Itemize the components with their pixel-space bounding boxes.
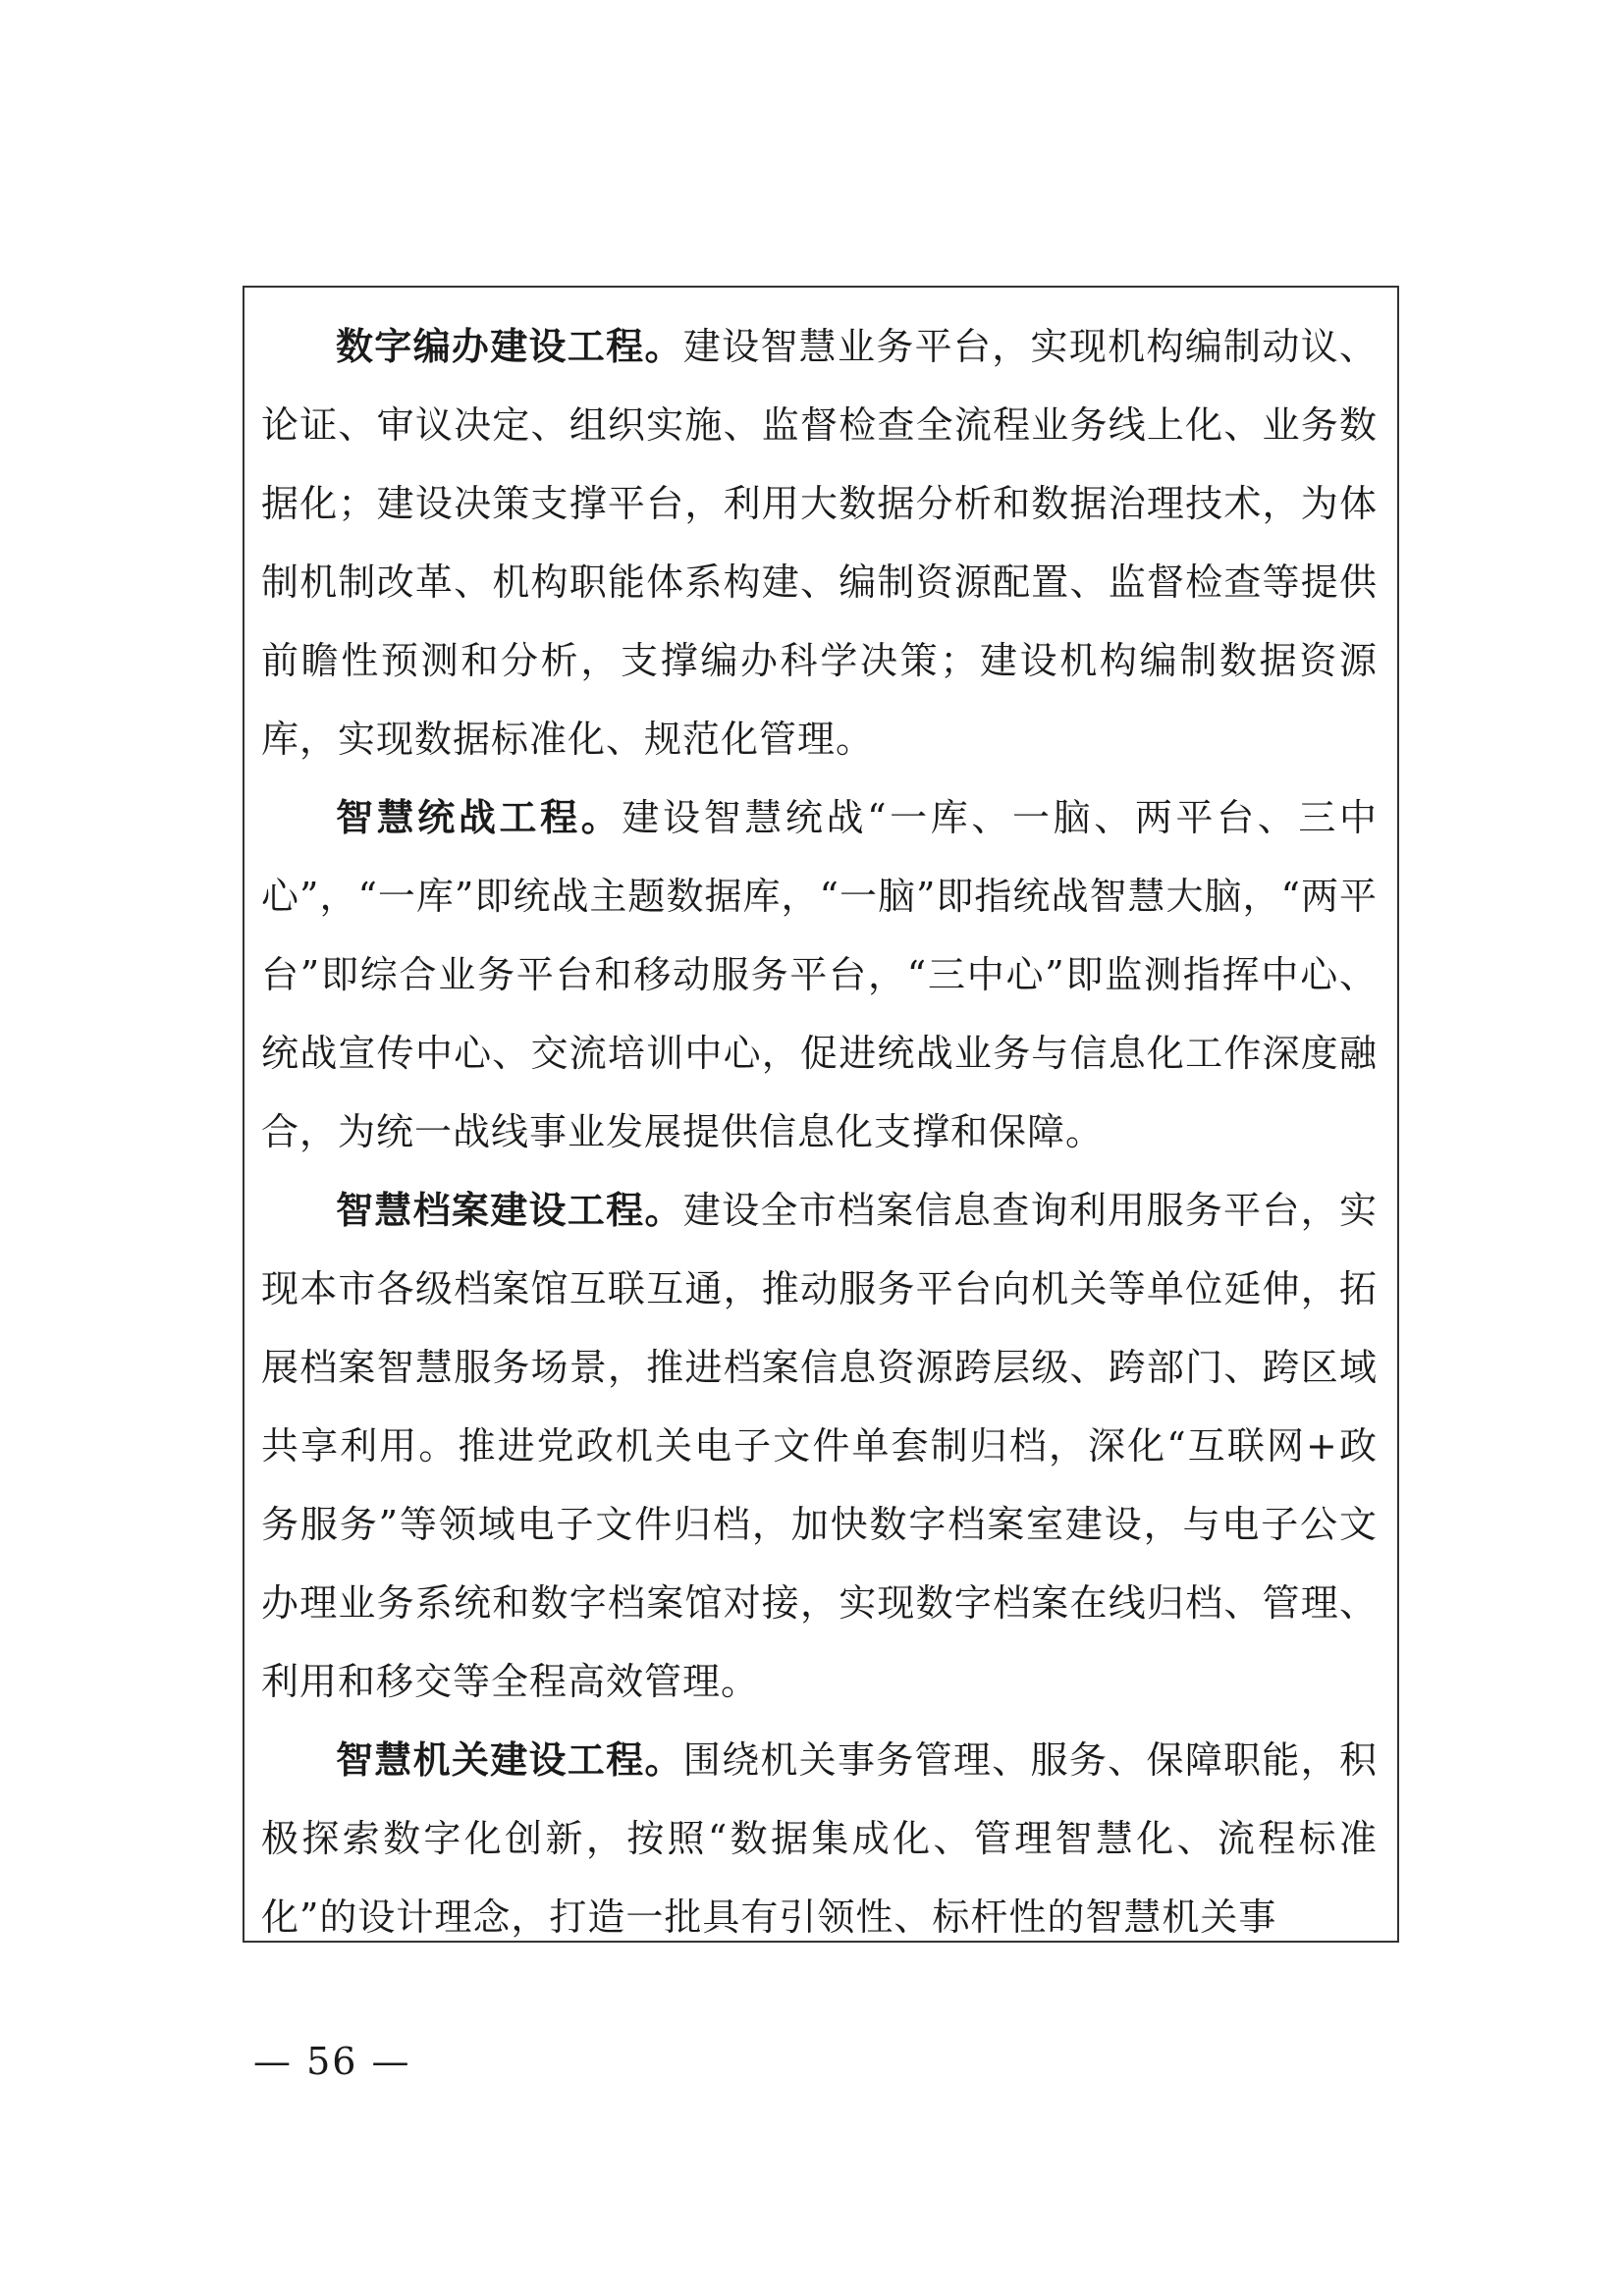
section-title: 数字编办建设工程。 [336,325,683,368]
section-body: 建设智慧统战“一库、一脑、两平台、三中心”，“一库”即统战主题数据库，“一脑”即指统战智慧大脑，“两平台”即综合业务平台和移动服务平台，“三中心”即监测指挥中心、统战宣传中心、交流培训中心，促进统战业务与信息化工作深度融合，为统一战线事业发展提供信息化支撑和保障。 [261,796,1378,1153]
section-body: 建设智慧业务平台，实现机构编制动议、论证、审议决定、组织实施、监督检查全流程业务线上化、业务数据化；建设决策支撑平台，利用大数据分析和数据治理技术，为体制机制改革、机构职能体系构建、编制资源配置、监督检查等提供前瞻性预测和分析，支撑编办科学决策；建设机构编制数据资源库，实现数据标准化、规范化管理。 [261,325,1378,761]
section-title: 智慧机关建设工程。 [336,1738,683,1782]
content-box [243,286,1399,1943]
section-body: 围绕机关事务管理、服务、保障职能，积极探索数字化创新，按照“数据集成化、管理智慧化、流程标准化”的设计理念，打造一批具有引领性、标杆性的智慧机关事 [261,1738,1378,1939]
section-smart-united-front [261,778,1378,1171]
page-number: — 56 — [253,2040,411,2083]
section-body: 建设全市档案信息查询利用服务平台，实现本市各级档案馆互联互通，推动服务平台向机关等单位延伸，拓展档案智慧服务场景，推进档案信息资源跨层级、跨部门、跨区域共享利用。推进党政机关电子文件单套制归档，深化“互联网+政务服务”等领域电子文件归档，加快数字档案室建设，与电子公文办理业务系统和数字档案馆对接，实现数字档案在线归档、管理、利用和移交等全程高效管理。 [261,1189,1378,1703]
section-smart-archives [261,1171,1378,1721]
section-digital-office [261,307,1378,778]
section-title: 智慧统战工程。 [336,796,623,839]
section-smart-agency [261,1721,1378,1943]
section-title: 智慧档案建设工程。 [336,1189,683,1232]
